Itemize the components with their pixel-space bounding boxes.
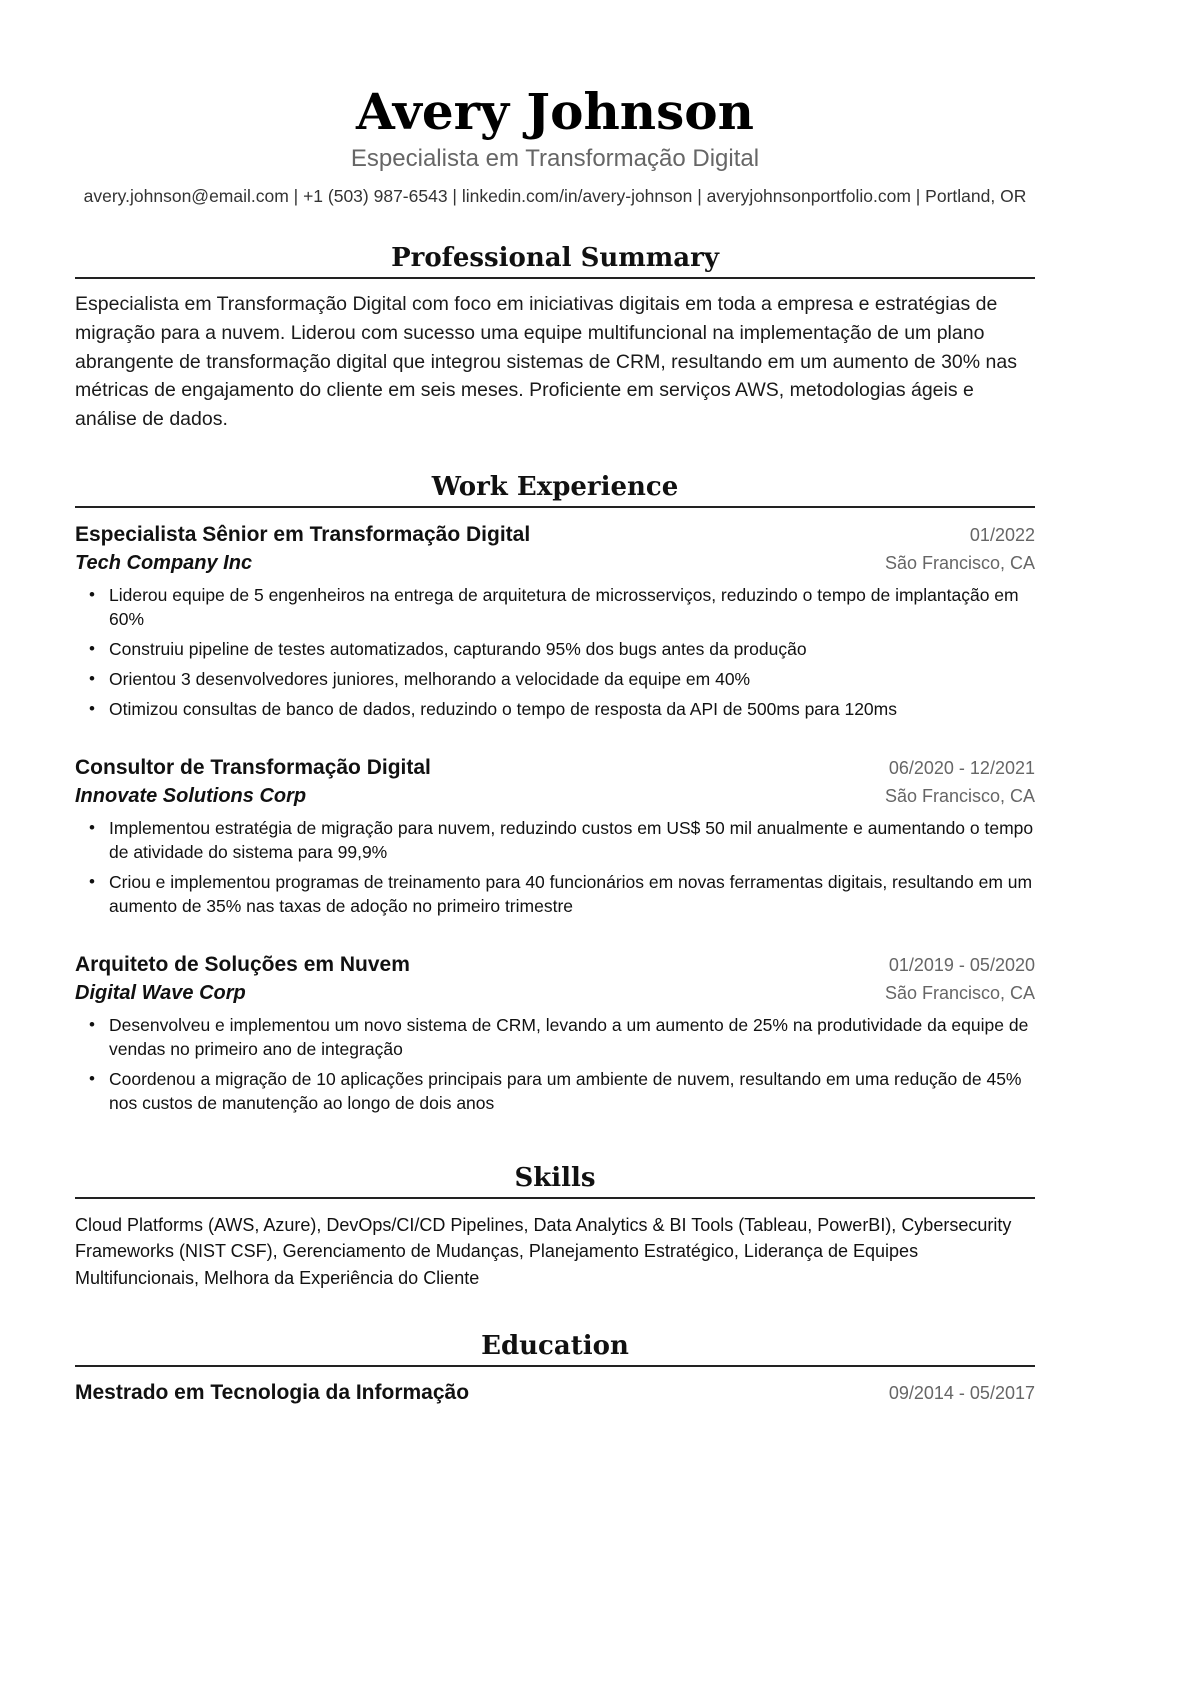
job-bullet: • Orientou 3 desenvolvedores juniores, melhorando a velocidade da equipe em 40%: [75, 667, 1035, 691]
education-section: [75, 1329, 1035, 1407]
skills-heading: Skills: [75, 1161, 1035, 1199]
job-bullet: • Construiu pipeline de testes automatizados, capturando 95% dos bugs antes da produção: [75, 637, 1035, 661]
job-location: São Francisco, CA: [884, 552, 1035, 573]
job-entry: [75, 951, 1035, 1115]
summary-text: Especialista em Transformação Digital com foco em iniciativas digitais em toda a empresa e estratégias de migração para a nuvem. Liderou com sucesso uma equipe multifuncional na implementação de um plano abrangente de transformação digital que integrou sistemas de CRM, resultando em um aumento de 30% nas métricas de engajamento do cliente em seis meses. Proficiente em serviços AWS, metodologias ágeis e análise de dados.: [75, 293, 1017, 431]
job-bullet: • Coordenou a migração de 10 aplicações principais para um ambiente de nuvem, resultando em uma redução de 45% nos custos de manutenção ao longo de dois anos: [75, 1067, 1035, 1115]
job-role: Especialista Sênior em Transformação Digital: [75, 522, 531, 546]
education-entry: [75, 1379, 1035, 1407]
experience-heading: Work Experience: [75, 470, 1035, 508]
job-date: 01/2022: [969, 524, 1035, 545]
job-entry: [75, 521, 1035, 721]
job-bullet: • Otimizou consultas de banco de dados, reduzindo o tempo de resposta da API de 500ms para 120ms: [75, 697, 1035, 721]
contact-line: avery.johnson@email.com | +1 (503) 987-6543 | linkedin.com/in/avery-johnson | averyjohnsonportfolio.com | Portland, OR: [83, 186, 1027, 206]
job-bullet: • Liderou equipe de 5 engenheiros na entrega de arquitetura de microsserviços, reduzindo o tempo de implantação em 60%: [75, 583, 1035, 631]
job-company: Tech Company Inc: [75, 551, 253, 574]
candidate-title: Especialista em Transformação Digital: [350, 145, 760, 172]
resume-page: [75, 0, 1035, 1407]
education-date: 09/2014 - 05/2017: [888, 1383, 1035, 1404]
job-date: 06/2020 - 12/2021: [888, 757, 1035, 778]
candidate-name: Avery Johnson: [356, 82, 754, 141]
job-bullets: [75, 816, 1035, 918]
job-date: 01/2019 - 05/2020: [888, 954, 1035, 975]
resume-header: [75, 82, 1035, 207]
summary-heading: Professional Summary: [75, 241, 1035, 279]
job-bullet: • Implementou estratégia de migração para nuvem, reduzindo custos em US$ 50 mil anualmente e aumentando o tempo de atividade do sistema para 99,9%: [75, 816, 1035, 864]
job-location: São Francisco, CA: [884, 785, 1035, 806]
skills-section: [75, 1161, 1035, 1292]
job-location: São Francisco, CA: [884, 982, 1035, 1003]
job-role: Arquiteto de Soluções em Nuvem: [75, 952, 410, 976]
job-bullet: • Desenvolveu e implementou um novo sistema de CRM, levando a um aumento de 25% na produtividade da equipe de vendas no primeiro ano de integração: [75, 1013, 1035, 1061]
skills-text: Cloud Platforms (AWS, Azure), DevOps/CI/CD Pipelines, Data Analytics & BI Tools (Tableau, PowerBI), Cybersecurity Frameworks (NIST CSF), Gerenciamento de Mudanças, Planejamento Estratégico, Liderança de Equipes Multifuncionais, Melhora da Experiência do Cliente: [75, 1214, 1012, 1288]
job-role: Consultor de Transformação Digital: [75, 755, 431, 779]
job-company: Innovate Solutions Corp: [75, 784, 307, 807]
job-entry: [75, 754, 1035, 918]
summary-section: [75, 241, 1035, 434]
experience-section: [75, 470, 1035, 1115]
education-heading: Education: [75, 1329, 1035, 1367]
education-degree: Mestrado em Tecnologia da Informação: [75, 1381, 470, 1405]
job-company: Digital Wave Corp: [75, 981, 246, 1004]
job-bullets: [75, 583, 1035, 721]
job-bullets: [75, 1013, 1035, 1115]
job-bullet: • Criou e implementou programas de treinamento para 40 funcionários em novas ferramentas digitais, resultando em um aumento de 35% nas taxas de adoção no primeiro trimestre: [75, 870, 1035, 918]
